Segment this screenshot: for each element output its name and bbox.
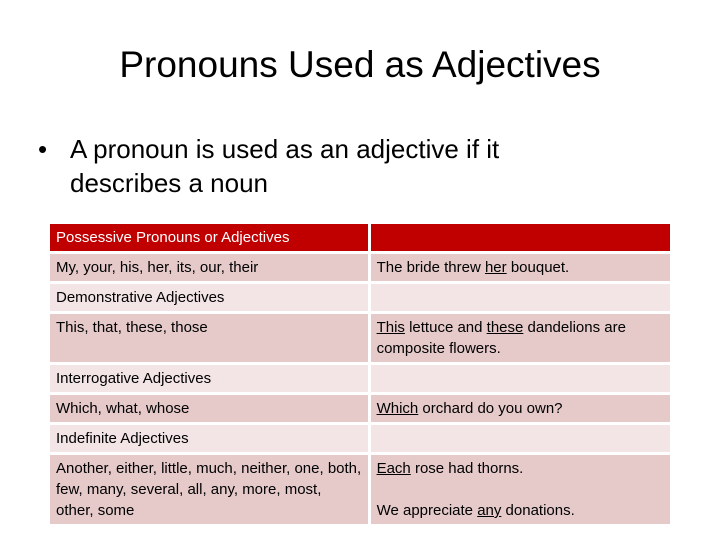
bullet-marker: • bbox=[38, 134, 48, 164]
example-cell bbox=[371, 455, 670, 524]
example-cell: Which orchard do you own? bbox=[371, 395, 670, 422]
pronoun-list-cell: Another, either, little, much, neither, one, both, few, many, several, all, any, more, most, other, some bbox=[50, 455, 368, 524]
table-row bbox=[50, 314, 670, 362]
example-cell bbox=[371, 365, 670, 392]
category-cell: Interrogative Adjectives bbox=[50, 365, 368, 392]
slide-title: Pronouns Used as Adjectives bbox=[119, 44, 601, 85]
underlined-word: Which bbox=[376, 400, 419, 417]
bullet-text: A pronoun is used as an adjective if it describes a noun bbox=[70, 134, 500, 198]
bullet-point bbox=[38, 132, 598, 200]
table-row bbox=[50, 254, 670, 281]
table-row bbox=[50, 395, 670, 422]
underlined-word: these bbox=[486, 319, 524, 336]
table-row bbox=[50, 284, 670, 311]
example-cell: This lettuce and these dandelions are composite flowers. bbox=[371, 314, 670, 362]
pronoun-list-cell: This, that, these, those bbox=[50, 314, 368, 362]
example-line: Each rose had thorns. bbox=[376, 460, 524, 477]
table-header-row bbox=[50, 224, 670, 251]
header-cell-category: Possessive Pronouns or Adjectives bbox=[50, 224, 368, 251]
pronoun-list-cell: My, your, his, her, its, our, their bbox=[50, 254, 368, 281]
table-row bbox=[50, 425, 670, 452]
category-cell: Indefinite Adjectives bbox=[50, 425, 368, 452]
underlined-word: Each bbox=[376, 460, 411, 477]
adjectives-table bbox=[47, 221, 673, 527]
underlined-word: This bbox=[376, 319, 405, 336]
pronoun-list-cell: Which, what, whose bbox=[50, 395, 368, 422]
table-row bbox=[50, 455, 670, 524]
underlined-word: any bbox=[477, 502, 502, 519]
example-cell bbox=[371, 284, 670, 311]
table-row bbox=[50, 365, 670, 392]
category-cell: Demonstrative Adjectives bbox=[50, 284, 368, 311]
example-cell bbox=[371, 425, 670, 452]
example-cell: The bride threw her bouquet. bbox=[371, 254, 670, 281]
underlined-word: her bbox=[484, 259, 507, 276]
example-line: We appreciate any donations. bbox=[376, 502, 575, 519]
header-cell-example bbox=[371, 224, 670, 251]
